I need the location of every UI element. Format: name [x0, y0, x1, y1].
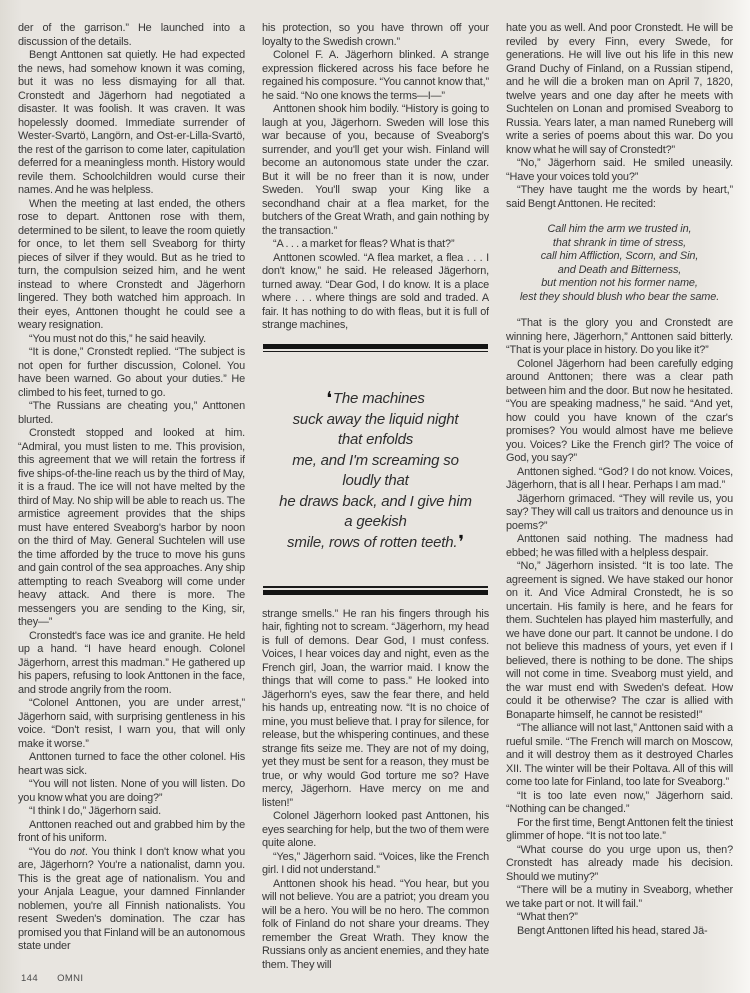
pull-quote-line: me, and I'm screaming so: [292, 451, 459, 469]
magazine-name: OMNI: [57, 973, 84, 984]
story-paragraph: Anttonen sighed. “God? I do not know. Voices, Jägerhorn, that is all I hear. Perhaps I am mad.”: [506, 465, 733, 491]
story-paragraph: strange smells.” He ran his fingers through his hair, fighting not to scream. “Jägerhorn, my head is full of demons. Dear God, I must confess. Voices, I hear voices day and night, even as the French girl, Joan, the warrior maid. I know the things that will come to pass.” He looked into Jägerhorn's eyes, saw the fear there, and held his hands up, entreating now. “It is no choice of mine, you must believe that. I pray for silence, for release, but the whispering continues, and these strange fits seize me. They are not of my doing, yet they must be sent for a reason, they must be true, or why would God torture me so? Have mercy, Jägerhorn. Have mercy on me and listen!”: [262, 607, 489, 809]
story-paragraph: Colonel Jägerhorn looked past Anttonen, his eyes searching for help, but the two of them were quite alone.: [262, 810, 489, 849]
story-paragraph: Colonel Jägerhorn had been carefully edging around Anttonen; there was a clear path between him and the door. But now he hesitated. “You are speaking madness,” he said. “And yet, how could you have known of the czar's promises? You would almost have me believe you. Voices? Like the French girl? The voice of God, you say?”: [506, 357, 733, 464]
verse-line: but mention not his former name,: [541, 277, 698, 289]
story-paragraph: “What course do you urge upon us, then? Cronstedt has already made his decision. Should we mutiny?”: [506, 843, 733, 883]
pull-quote-line: smile, rows of rotten teeth.❜: [287, 531, 464, 552]
thick-rule-bar: [263, 344, 488, 349]
column-left: [18, 22, 245, 972]
verse-line: lest they should blush who bear the same.: [519, 290, 720, 303]
story-paragraph: “You will not listen. None of you will listen. Do you know what you are doing?”: [18, 778, 245, 804]
story-paragraph: Anttonen shook his head. “You hear, but you will not believe. You are a patriot; you dream you will be a hero. You will be no hero. The common folk of Finland do not share your dreams. They remember the Great Wrath. They know the Russians only as ancient enemies, and they hate them. They will: [262, 877, 489, 971]
story-paragraph: “It is done,” Cronstedt replied. “The subject is not open for further discussion, Colonel. You have been warned. Go about your duties.” He climbed to his feet, turned to go.: [18, 346, 245, 399]
verse-line: Call him the arm we trusted in,: [547, 223, 692, 235]
story-paragraph: “The alliance will not last,” Anttonen said with a rueful smile. “The French will march on Moscow, and it will destroy them as it destroyed Charles XII. The winter will be their Poltava. All of this will come too late for Finland, too late for Sveaborg.”: [506, 722, 733, 788]
thin-rule-line: [263, 586, 488, 588]
story-paragraph: Bengt Anttonen sat quietly. He had expected the news, had somehow known it was coming, but it was no less dismaying for all that. Cronstedt and Jägerhorn had negotiated a disaster. It was foolish. It was craven. It was hopelessly doomed. Immediate surrender of Wester-Svartö, Langörn, and Ost-er-Lilla-Svartö, the rest of the garrison to come later, capitulation deferred for a meaningless month. History would revile them. Schoolchildren would curse their names. And he was helpless.: [18, 49, 245, 196]
pull-quote-line: ❛The machines: [326, 388, 425, 408]
thick-rule-bar: [263, 590, 488, 595]
column-right: [506, 22, 733, 972]
story-paragraph: “Colonel Anttonen, you are under arrest,” Jägerhorn said, with surprising gentleness in his voice. “Don't resist, I warn you, that will only make it worse.”: [18, 697, 245, 750]
column-right-bottom-paragraphs: [506, 317, 733, 938]
close-quote-icon: ❜: [458, 531, 464, 552]
story-paragraph: “What then?”: [517, 911, 578, 923]
story-paragraph: Jägerhorn grimaced. “They will revile us, you say? They will call us traitors and denounce us in poems?”: [506, 492, 733, 532]
story-paragraph: Colonel F. A. Jägerhorn blinked. A strange expression flickered across his face before he regained his composure. “You cannot know that,” he said. “No one knows the terms—I—”: [262, 49, 489, 102]
column-middle-bottom-paragraphs: [262, 608, 489, 973]
story-paragraph: Anttonen said nothing. The madness had ebbed; he was filled with a helpless despair.: [506, 533, 733, 559]
page-number: 144: [21, 973, 39, 984]
story-paragraph: “They have taught me the words by heart,” said Bengt Anttonen. He recited:: [506, 184, 733, 210]
story-paragraph: “Yes,” Jägerhorn said. “Voices, like the French girl. I did not understand.”: [262, 850, 489, 876]
page-footer: [21, 973, 83, 984]
story-paragraph: Anttonen scowled. “A flea market, a flea . . . I don't know,” he said. He released Jägerhorn, turned away. “Dear God, I do know. It is a place where . . . where things are sold and traded. A fair. It has nothing to do with fleas, but it is full of strange machines,: [262, 251, 489, 331]
story-paragraph: “I think I do,” Jägerhorn said.: [29, 805, 161, 817]
story-paragraph: For the first time, Bengt Anttonen felt the tiniest glimmer of hope. “It is not too late.”: [506, 816, 733, 842]
thin-rule-line: [263, 351, 488, 353]
recited-verse: [506, 223, 733, 304]
story-paragraph: When the meeting at last ended, the others rose to depart. Anttonen rose with them, determined to be silent, to leave the room quietly for once, to let them sell Sveaborg for thirty pieces of silver if they would. But as he tried to turn, the compulsion seized him, and he went instead to where Cronstedt and Jägerhorn lingered. They both watched him approach. In their eyes, Anttonen thought he could see a weary resignation.: [18, 197, 245, 331]
verse-line: and Death and Bitterness,: [557, 263, 682, 276]
column-right-top-paragraphs: [506, 22, 733, 211]
story-paragraph: “No,” Jägerhorn insisted. “It is too late. The agreement is signed. We have staked our honor on it. And Vice Admiral Cronstedt, he is so uncertain. His family is here, and he fears for them. Suchtelen has played him masterfully, and we have done our part. It cannot be undone. I do not believe this madness of yours, yet even if I believed, there is nothing to be done. The ships will not come in time. Sveaborg must yield, and the war must end with Sweden's defeat. How could it be otherwise? The czar is allied with Bonaparte himself, he cannot be resisted!”: [506, 560, 733, 721]
story-paragraph: der of the garrison.” He launched into a discussion of the details.: [18, 22, 245, 48]
story-paragraph: Anttonen shook him bodily. “History is going to laugh at you, Jägerhorn. Sweden will lose this war because of you, because of Sveaborg's surrender, and you'll get your wish. Finland will become an autonomous state under the czar. But it will be no freer than it is now, under Sweden. You'll swap your King like a secondhand chair at a flea market, for the butchers of the Great Wrath, and gain nothing by the transaction.”: [262, 103, 489, 237]
text-columns: [18, 22, 734, 972]
story-paragraph: “It is too late even now,” Jägerhorn said. “Nothing can be changed.”: [506, 789, 733, 815]
pull-quote-line: a geekish: [344, 513, 407, 530]
pull-quote-line: loudly that: [342, 472, 409, 489]
story-paragraph: “That is the glory you and Cronstedt are winning here, Jägerhorn,” Anttonen said bitterly. “That is your place in history. Do you like it?”: [506, 317, 733, 356]
pull-quote: [264, 389, 487, 553]
story-paragraph: Anttonen reached out and grabbed him by the front of his uniform.: [18, 818, 245, 844]
pull-quote-top-rule: [263, 344, 488, 353]
story-paragraph: Bengt Anttonen lifted his head, stared Jä-: [517, 924, 708, 937]
story-paragraph: “The Russians are cheating you,” Anttonen blurted.: [18, 400, 245, 426]
story-paragraph: “There will be a mutiny in Sveaborg, whether we take part or not. It will fail.”: [506, 884, 733, 910]
story-paragraph: Cronstedt's face was ice and granite. He held up a hand. “I have heard enough. Colonel Jägerhorn, arrest this madman.” He gathered up his papers, refusing to look Anttonen in the face, and strode angrily from the room.: [18, 629, 245, 696]
story-paragraph: “You must not do this,” he said heavily.: [29, 332, 207, 345]
story-paragraph: his protection, so you have thrown off your loyalty to the Swedish crown.”: [262, 22, 489, 48]
column-middle-top-paragraphs: [262, 22, 489, 333]
verse-line: call him Affliction, Scorn, and Sin,: [540, 250, 699, 262]
pull-quote-line: he draws back, and I give him: [279, 492, 472, 510]
open-quote-icon: ❛: [326, 388, 332, 408]
story-paragraph: “A . . . a market for fleas? What is that?”: [273, 238, 455, 250]
pull-quote-bottom-rule: [263, 586, 488, 595]
story-paragraph: “No,” Jägerhorn said. He smiled uneasily. “Have your voices told you?”: [506, 157, 733, 183]
story-paragraph: Anttonen turned to face the other colonel. His heart was sick.: [18, 751, 245, 777]
story-paragraph: hate you as well. And poor Cronstedt. He will be reviled by every Finn, every Swede, for generations. He will live out his life in this new Grand Duchy of Finland, on a Russian stipend, and he will die a broken man on April 7, 1820, twelve years and one day after he meets with Suchtelen on Lonan and promised Sveaborg to Russia. Years later, a man named Runeberg will write a series of poems about this war. Do you know what he will say of Cronstedt?”: [506, 22, 733, 156]
pull-quote-line: suck away the liquid night: [292, 410, 459, 428]
story-paragraph: “You do not. You think I don't know what you are, Jägerhorn? You're a nationalist, damn you. This is the great age of nationalism. You and your Anjala League, your damned Finnlander noblemen, you're all Finnish nationalists. You resent Sweden's domination. The czar has promised you that Finland will be an autonomous state under: [18, 845, 245, 952]
verse-line: that shrank in time of stress,: [552, 236, 687, 249]
column-middle: [262, 22, 489, 972]
pull-quote-line: that enfolds: [337, 431, 414, 448]
story-paragraph: Cronstedt stopped and looked at him. “Admiral, you must listen to me. This provision, this agreement that we will retain the fortress if five ships-of-the-line reach us by the third of May, it is a fraud. The ice will not have melted by the third of May. No ship will be able to reach us. The armistice agreement provides that the ships must have entered Sveaborg's harbor by noon on the third of May. General Suchtelen will use the time afforded by the truce to move his guns and gain control of the sea approaches. Any ship attempting to reach Sveaborg will come under heavy attack. And there is more. The messengers you are sending to the King, sir, they—”: [18, 427, 245, 628]
